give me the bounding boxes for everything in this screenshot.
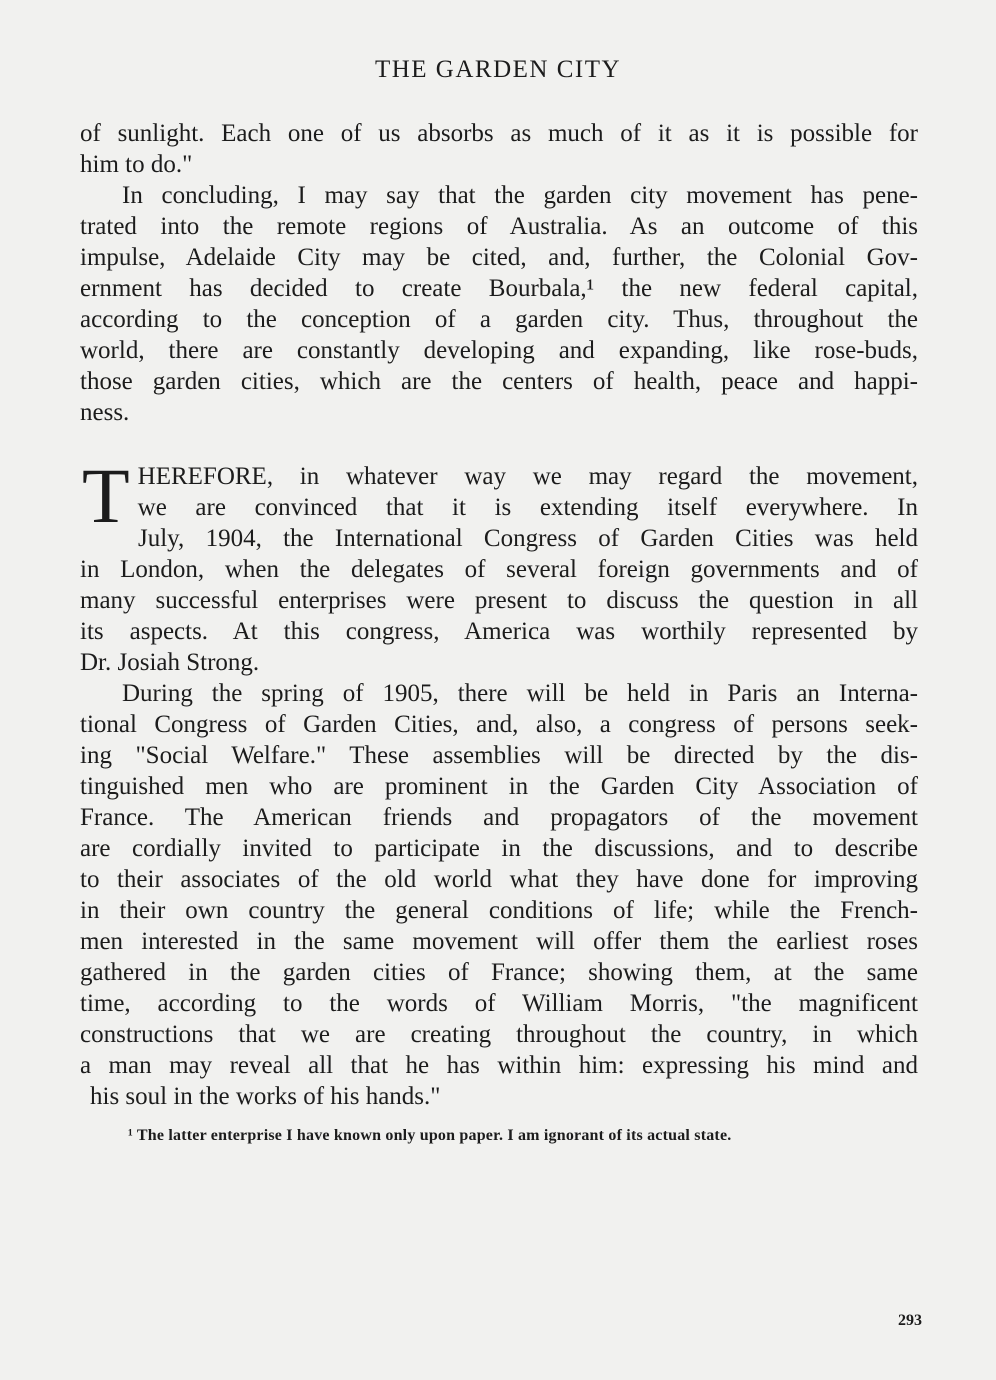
body-text xyxy=(80,118,918,1146)
drop-cap: T xyxy=(82,452,130,539)
text-line: tinguished men who are prominent in the Garden City Association of xyxy=(80,773,918,800)
text-line: its aspects. At this congress, America was worthily represented by xyxy=(80,618,918,645)
text-line: world, there are constantly developing and expanding, like rose-buds, xyxy=(80,337,918,364)
text-line: men interested in the same movement will offer them the earliest roses xyxy=(80,928,918,955)
text-line: according to the conception of a garden city. Thus, throughout the xyxy=(80,306,918,333)
section-break xyxy=(80,428,918,461)
text-line: those garden cities, which are the centers of health, peace and happi- xyxy=(80,368,918,395)
paragraph-4 xyxy=(80,678,918,1112)
text-line: ing "Social Welfare." These assemblies will be directed by the dis- xyxy=(80,742,918,769)
text-line: his soul in the works of his hands." xyxy=(90,1083,441,1110)
text-line: to their associates of the old world what they have done for improving xyxy=(80,866,918,893)
text-line: HEREFORE, in whatever way we may regard the movement, xyxy=(137,463,918,490)
text-line: July, 1904, the International Congress of Garden Cities was held xyxy=(138,525,918,552)
footnote: ¹ The latter enterprise I have known only upon paper. I am ignorant of its actual state. xyxy=(128,1127,732,1144)
text-line: time, according to the words of William Morris, "the magnificent xyxy=(80,990,918,1017)
text-line: constructions that we are creating throughout the country, in which xyxy=(80,1021,918,1048)
text-line: ness. xyxy=(80,399,130,426)
text-line: him to do." xyxy=(80,151,193,178)
running-head: THE GARDEN CITY xyxy=(374,56,622,83)
text-line: tional Congress of Garden Cities, and, also, a congress of persons seek- xyxy=(80,711,918,738)
page-number: 293 xyxy=(898,1312,922,1329)
text-line: gathered in the garden cities of France; showing them, at the same xyxy=(80,959,918,986)
text-line: a man may reveal all that he has within him: expressing his mind and xyxy=(80,1052,918,1079)
text-line: impulse, Adelaide City may be cited, and, further, the Colonial Gov- xyxy=(80,244,918,271)
text-line: of sunlight. Each one of us absorbs as much of it as it is possible for xyxy=(80,120,918,147)
text-line: Dr. Josiah Strong. xyxy=(80,649,260,676)
paragraph-3 xyxy=(80,452,918,678)
text-line: trated into the remote regions of Australia. As an outcome of this xyxy=(80,213,918,240)
text-line: we are convinced that it is extending itself everywhere. In xyxy=(137,494,918,521)
text-line: in their own country the general conditions of life; while the French- xyxy=(80,897,918,924)
text-line: ernment has decided to create Bourbala,¹ the new federal capital, xyxy=(80,275,918,302)
paragraph-2 xyxy=(80,180,918,428)
text-line: in London, when the delegates of several foreign governments and of xyxy=(80,556,918,583)
text-line: During the spring of 1905, there will be held in Paris an Interna- xyxy=(122,680,918,707)
text-line: France. The American friends and propagators of the movement xyxy=(80,804,918,831)
text-line: many successful enterprises were present to discuss the question in all xyxy=(80,587,918,614)
text-line: In concluding, I may say that the garden city movement has pene- xyxy=(122,182,918,209)
text-line: are cordially invited to participate in the discussions, and to describe xyxy=(80,835,918,862)
paragraph-1 xyxy=(80,118,918,180)
